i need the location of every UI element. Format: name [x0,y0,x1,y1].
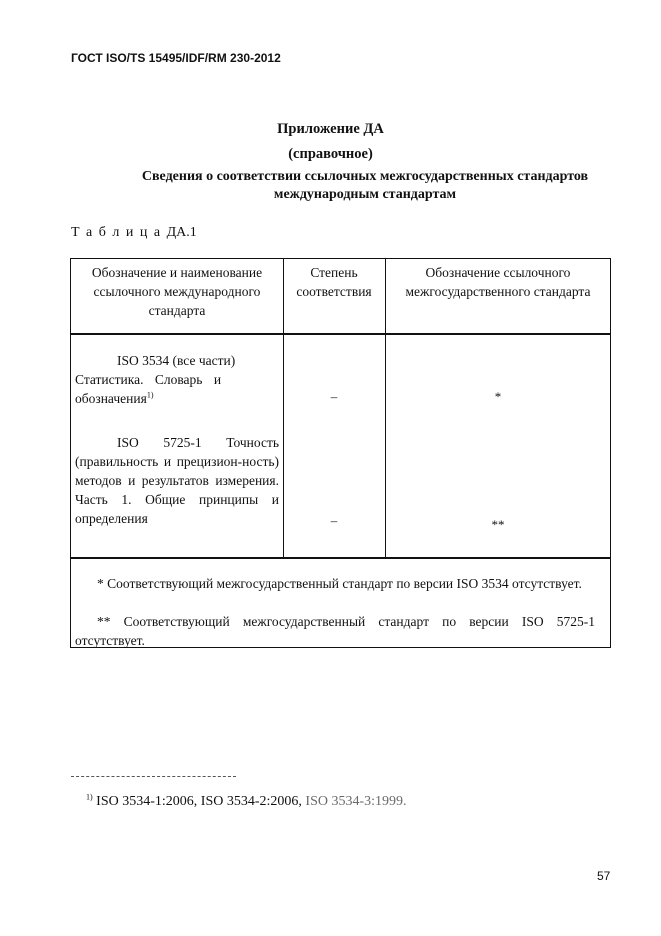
annex-heading-line2: международным стандартам [273,187,457,202]
table-row-1-interstate: * [494,389,502,404]
row-1-standard-code: ISO 3534 (все части) [117,353,236,368]
column-header-international-standard: Обозначение и наименование ссылочного международного стандарта [91,265,263,318]
table-caption-number: ДА.1 [166,225,197,240]
table-row-2-interstate: ** [491,517,505,532]
column-divider-1 [283,259,284,557]
table-caption [71,225,197,241]
column-header-degree: Степень соответствия [296,265,372,299]
annex-subtitle: (справочное) [288,146,373,162]
table-row-2-degree: – [330,513,338,528]
table-row-1-degree: – [330,389,338,404]
table-note-2: ** Соответствующий межгосударственный стандарт по версии ISO 5725-1 отсутствует. [75,614,595,648]
footnote-text-faded: ISO 3534-3:1999. [305,794,407,809]
column-divider-2 [385,259,386,557]
header-divider [71,333,610,335]
annex-heading [100,168,630,204]
annex-title: Приложение ДА [277,121,384,137]
table-caption-label: Т а б л и ц а [71,225,162,240]
footnote [86,794,407,810]
column-header-interstate-standard: Обозначение ссылочного межгосударственного стандарта [405,265,591,299]
table-note-1: * Соответствующий межгосударственный стандарт по версии ISO 3534 отсутствует. [97,576,582,591]
footnote-ref: 1) [146,390,154,400]
document-header: ГОСТ ISO/TS 15495/IDF/RM 230-2012 [71,51,281,65]
notes-divider [71,557,610,559]
row-1-standard-title: Статистика. Словарь и обозначения [75,372,222,406]
table-row-1-standard [75,351,245,408]
footnote-text: ISO 3534-1:2006, ISO 3534-2:2006, [96,794,302,809]
correspondence-table [70,258,611,648]
annex-heading-line1: Сведения о соответствии ссылочных межгосударственных стандартов [141,169,589,184]
page-number: 57 [597,869,611,883]
table-row-2-standard: ISO 5725-1 Точность (правильность и прецизион-ность) методов и результатов измерения. Часть 1. Общие принципы и определения [75,435,279,526]
footnote-mark: 1) [86,792,93,802]
footnote-separator [71,776,236,777]
